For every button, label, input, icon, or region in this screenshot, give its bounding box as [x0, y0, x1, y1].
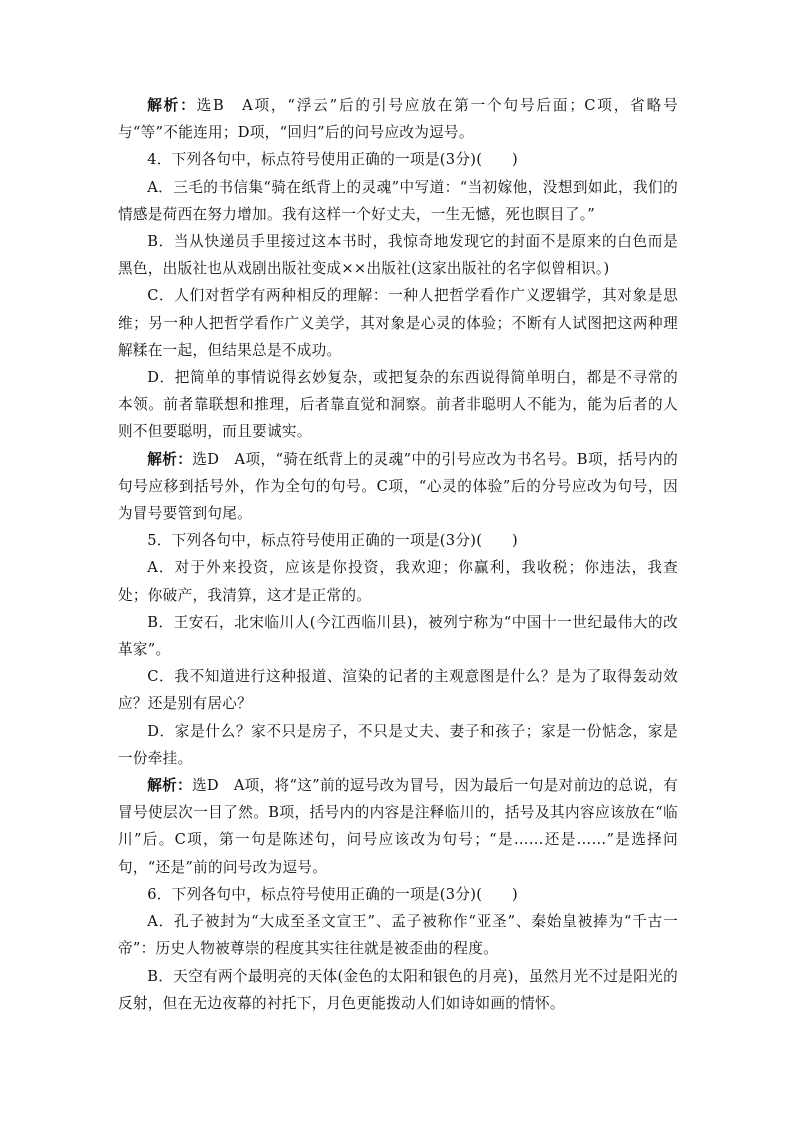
- analysis-text: 选D A项，“骑在纸背上的灵魂”中的引号应改为书名号。B项，括号内的句号应移到括号外，作为全句的句号。C项，“心灵的体验”后的分号应改为句号，因为冒号要管到句尾。: [118, 450, 678, 523]
- question-stem: 5．下列各句中，标点符号使用正确的一项是(3分)( ): [147, 532, 518, 550]
- option-b: B．王安石，北宋临川人(今江西临川县)，被列宁称为“中国十一世纪最伟大的改革家”。: [118, 613, 678, 659]
- analysis-label: 解析：: [147, 450, 193, 468]
- option-c: C．人们对哲学有两种相反的理解：一种人把哲学看作广义逻辑学，其对象是思维；另一种人把哲学看作广义美学，其对象是心灵的体验；不断有人试图把这两种理解糅在一起，但结果总是不成功。: [118, 287, 678, 359]
- analysis-paragraph: [118, 772, 678, 881]
- analysis-paragraph: [118, 92, 678, 146]
- option-d: D．把简单的事情说得玄妙复杂，或把复杂的东西说得简单明白，都是不寻常的本领。前者靠联想和推理，后者靠直觉和洞察。前者非聪明人不能为，能为后者的人则不但要聪明，而且要诚实。: [118, 369, 678, 441]
- option-b: B．天空有两个最明亮的天体(金色的太阳和银色的月亮)，虽然月光不过是阳光的反射，但在无边夜幕的衬托下，月色更能拨动人们如诗如画的情怀。: [118, 967, 678, 1012]
- option-d: D．家是什么？家不只是房子，不只是丈夫、妻子和孩子；家是一份惦念，家是一份牵挂。: [118, 722, 678, 767]
- analysis-text: 选B A项，“浮云”后的引号应放在第一个句号后面；C项，省略号与“等”不能连用；D项，“回归”后的问号应改为逗号。: [118, 97, 678, 142]
- option-c: C．我不知道进行这种报道、渲染的记者的主观意图是什么？是为了取得轰动效应？还是别有居心？: [118, 668, 678, 713]
- option-a: A．对于外来投资，应该是你投资，我欢迎；你赢利，我收税；你违法，我查处；你破产，我清算，这才是正常的。: [118, 559, 678, 604]
- analysis-text: 选D A项，将“这”前的逗号改为冒号，因为最后一句是对前边的总说，有冒号使层次一目了然。B项，括号内的内容是注释临川的，括号及其内容应该放在“临川”后。C项，第一句是陈述句，问号应该改为句号；“是……还是……”是选择问句，“还是”前的问号改为逗号。: [118, 777, 678, 876]
- option-a: A．三毛的书信集“骑在纸背上的灵魂”中写道：“当初嫁他，没想到如此，我们的情感是荷西在努力增加。我有这样一个好丈夫，一生无憾，死也瞑目了。”: [118, 178, 678, 223]
- question-stem: 4．下列各句中，标点符号使用正确的一项是(3分)( ): [147, 151, 518, 169]
- analysis-label: 解析：: [147, 97, 197, 114]
- analysis-paragraph: [118, 446, 678, 528]
- question-stem: 6．下列各句中，标点符号使用正确的一项是(3分)( ): [147, 885, 518, 903]
- option-b: B．当从快递员手里接过这本书时，我惊奇地发现它的封面不是原来的白色而是黑色，出版社也从戏剧出版社变成××出版社(这家出版社的名字似曾相识。): [118, 233, 678, 278]
- document-page: [118, 92, 678, 1017]
- analysis-label: 解析：: [147, 777, 192, 795]
- option-a: A．孔子被封为“大成至圣文宣王”、孟子被称作“亚圣”、秦始皇被捧为“千古一帝”：历史人物被尊崇的程度其实往往就是被歪曲的程度。: [118, 913, 678, 958]
